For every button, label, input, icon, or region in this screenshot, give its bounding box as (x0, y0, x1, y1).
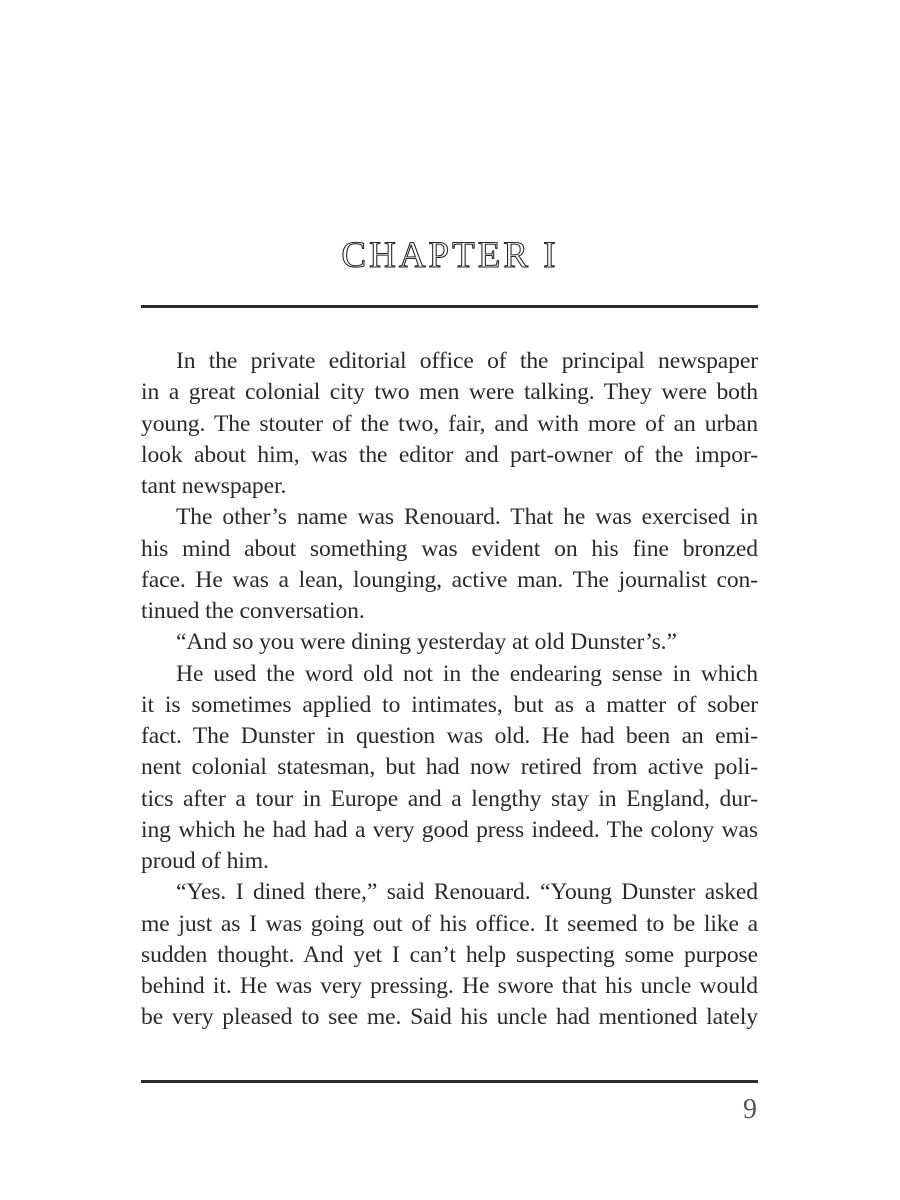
text-line: young. The stouter of the two, fair, and with more of an urban (141, 410, 758, 437)
text-line: tinued the conversation. (141, 598, 365, 624)
text-line: look about him, was the editor and part-owner of the impor- (141, 441, 758, 468)
text-line: sudden thought. And yet I can’t help suspecting some purpose (141, 941, 758, 968)
text-line: it is sometimes applied to intimates, but as a matter of sober (141, 691, 758, 718)
text-line: fact. The Dunster in question was old. He had been an emi- (141, 723, 758, 749)
paragraph (141, 877, 758, 1033)
text-line: nent colonial statesman, but had now retired from active poli- (141, 754, 758, 781)
paragraph (141, 659, 758, 878)
text-line: face. He was a lean, lounging, active man. The journalist con- (141, 566, 758, 593)
text-line: proud of him. (141, 848, 269, 874)
paragraph (141, 346, 758, 502)
text-line: He used the word old not in the endearing sense in which (176, 660, 758, 687)
text-line: be very pleased to see me. Said his uncle had mentioned lately (141, 1004, 758, 1031)
text-line: tant newspaper. (141, 473, 287, 499)
text-line: me just as I was going out of his office. It seemed to be like a (141, 910, 758, 937)
text-line: ing which he had had a very good press indeed. The colony was (141, 816, 758, 843)
text-line: In the private editorial office of the principal newspaper (176, 348, 758, 374)
text-line: tics after a tour in Europe and a lengthy stay in England, dur- (141, 785, 758, 812)
page-number: 9 (743, 1094, 757, 1125)
body-text (141, 346, 758, 1034)
paragraph (141, 502, 758, 627)
text-line: “Yes. I dined there,” said Renouard. “Young Dunster asked (176, 879, 758, 906)
chapter-title: CHAPTER I (341, 235, 559, 276)
text-line: in a great colonial city two men were talking. They were both (141, 379, 758, 406)
paragraph (141, 627, 758, 658)
text-line: The other’s name was Renouard. That he was exercised in (176, 504, 758, 531)
header-divider (141, 305, 758, 308)
text-line: behind it. He was very pressing. He swore that his uncle would (141, 973, 758, 999)
text-line: his mind about something was evident on his fine bronzed (141, 535, 758, 562)
text-line: “And so you were dining yesterday at old Dunster’s.” (176, 629, 677, 656)
footer-divider (141, 1080, 758, 1083)
